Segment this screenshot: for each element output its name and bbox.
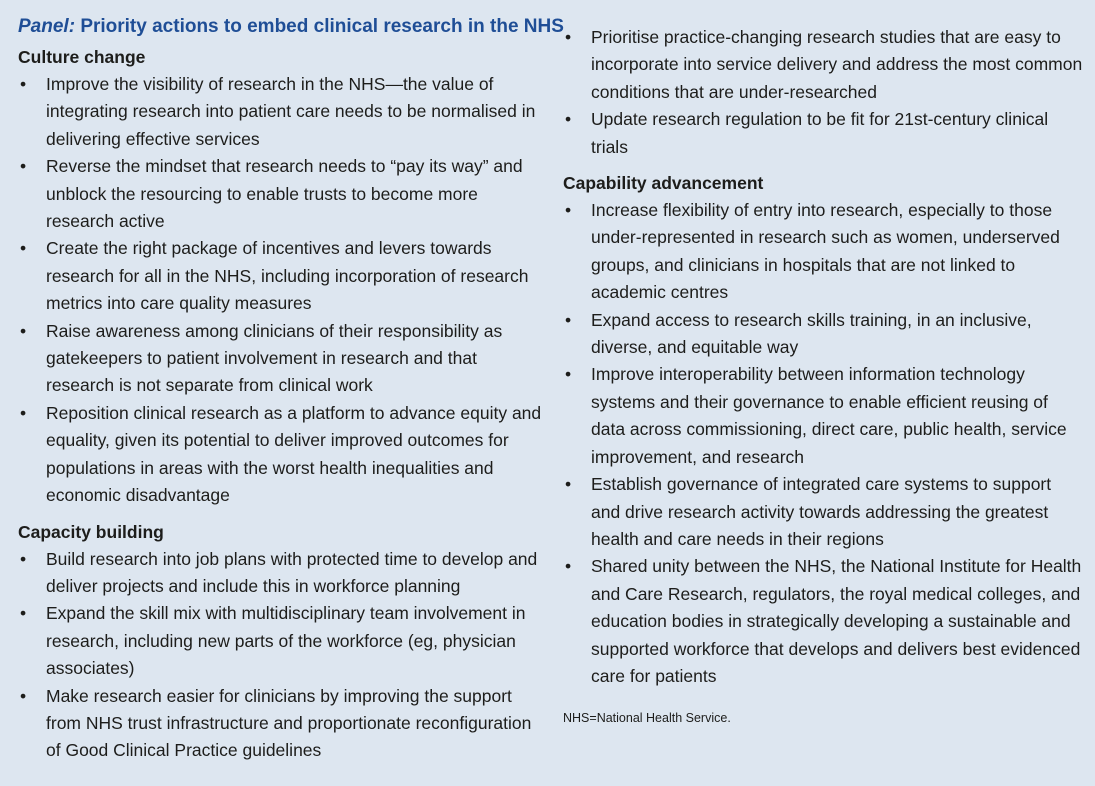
list-item-text: Establish governance of integrated care systems to support and drive research activity towards addressing the greatest health and care needs in their regions: [591, 474, 1052, 549]
list-item-text: Create the right package of incentives and levers towards research for all in the NHS, including incorporation of research metrics into care quality measures: [46, 238, 529, 314]
bullet-icon: •: [565, 309, 572, 330]
panel-columns: [18, 27, 1083, 765]
culture-change-heading: Culture change: [18, 47, 146, 67]
list-item: [563, 553, 1083, 690]
list-item: [18, 318, 543, 400]
bullet-icon: •: [565, 364, 572, 385]
list-item-text: Reverse the mindset that research needs to “pay its way” and unblock the resourcing to enable trusts to become more research active: [46, 156, 523, 232]
list-item: [18, 71, 543, 153]
bullet-icon: •: [20, 603, 27, 624]
list-item: [18, 546, 543, 601]
bullet-icon: •: [565, 109, 572, 130]
list-item-text: Increase flexibility of entry into research, especially to those under-represented in research such as women, underserved groups, and clinicians in hospitals that are not linked to academic centres: [591, 200, 1060, 303]
list-item-text: Build research into job plans with protected time to develop and deliver projects and include this in workforce planning: [46, 548, 538, 596]
list-item: [563, 106, 1083, 161]
list-item-text: Raise awareness among clinicians of their responsibility as gatekeepers to patient involvement in research and that research is not separate from clinical work: [46, 320, 503, 396]
list-item: [18, 235, 543, 317]
bullet-icon: •: [565, 556, 572, 577]
list-item: [563, 197, 1083, 307]
left-column: [18, 44, 543, 765]
capacity-building-list-left: [18, 546, 543, 765]
list-item: [563, 361, 1083, 471]
list-item: [18, 683, 543, 765]
capability-advancement-list: [563, 197, 1083, 690]
panel-label: Panel:: [18, 16, 76, 37]
list-item-text: Shared unity between the NHS, the National Institute for Health and Care Research, regulators, the royal medical colleges, and education bodies in strategically developing a sustainable and supported workforce that develops and delivers best evidenced care for patients: [591, 556, 1082, 686]
footnote: NHS=National Health Service.: [563, 711, 731, 726]
bullet-icon: •: [20, 74, 27, 94]
right-column: [563, 24, 1083, 765]
list-item: [563, 307, 1083, 362]
list-item-text: Expand the skill mix with multidisciplinary team involvement in research, including new parts of the workforce (eg, physician associates): [46, 603, 526, 679]
bullet-icon: •: [20, 402, 27, 423]
bullet-icon: •: [20, 320, 27, 341]
culture-change-list: [18, 71, 543, 510]
list-item-text: Improve the visibility of research in the NHS—the value of integrating research into patient care needs to be normalised in delivering effective services: [46, 74, 536, 149]
list-item: [563, 24, 1083, 106]
capacity-building-list-right: [563, 24, 1083, 161]
bullet-icon: •: [565, 27, 572, 47]
bullet-icon: •: [20, 156, 27, 177]
list-item-text: Reposition clinical research as a platform to advance equity and equality, given its potential to deliver improved outcomes for populations in areas with the worst health inequalities and economic disadvantage: [46, 402, 542, 506]
list-item-text: Expand access to research skills training, in an inclusive, diverse, and equitable way: [591, 309, 1032, 358]
list-item-text: Make research easier for clinicians by improving the support from NHS trust infrastructure and proportionate reconfiguration of Good Clinical Practice guidelines: [46, 685, 532, 761]
bullet-icon: •: [20, 238, 27, 259]
list-item: [563, 471, 1083, 553]
panel-title-text: Priority actions to embed clinical research in the NHS: [80, 16, 564, 37]
list-item: [18, 600, 543, 682]
bullet-icon: •: [565, 474, 572, 495]
list-item: [18, 153, 543, 235]
list-item-text: Update research regulation to be fit for 21st-century clinical trials: [591, 109, 1049, 157]
list-item-text: Prioritise practice-changing research studies that are easy to incorporate into service delivery and address the most common conditions that are under-researched: [591, 27, 1083, 102]
bullet-icon: •: [20, 548, 27, 569]
capability-advancement-heading: Capability advancement: [563, 173, 764, 194]
list-item-text: Improve interoperability between information technology systems and their governance to enable efficient reusing of data across commissioning, direct care, public health, service improvement, and research: [591, 364, 1067, 467]
bullet-icon: •: [565, 200, 572, 221]
bullet-icon: •: [20, 685, 27, 706]
capacity-building-heading: Capacity building: [18, 521, 164, 542]
list-item: [18, 400, 543, 510]
